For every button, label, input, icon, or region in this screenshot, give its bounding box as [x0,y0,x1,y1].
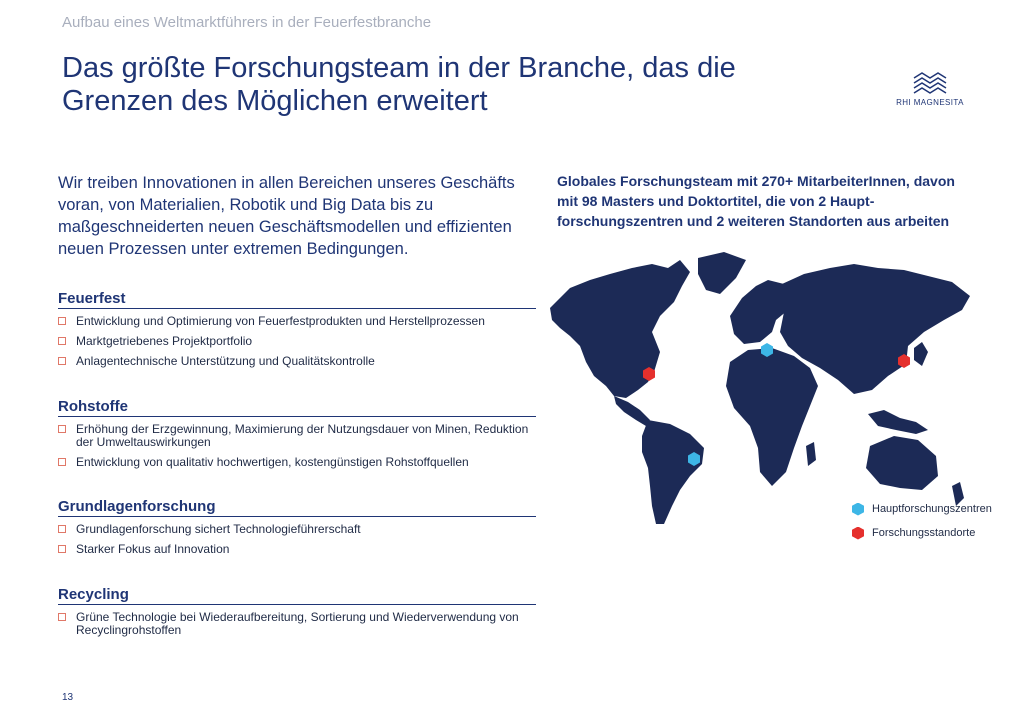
africa-shape [726,348,818,486]
logo-mark-icon [913,72,947,96]
world-map [548,250,976,528]
company-logo [890,72,970,120]
greenland-shape [698,252,746,294]
list-item [58,335,536,348]
list-item-text: Starker Fokus auf Innovation [76,542,230,556]
section-heading: Grundlagenforschung [58,498,536,517]
section-grundlagenforschung [58,498,536,563]
bullet-box-icon [58,613,66,621]
continents [550,252,970,524]
section-list [58,523,536,556]
list-item-text: Marktgetriebenes Projektportfolio [76,334,253,348]
hexagon-icon [852,503,864,516]
north-america-shape [550,260,690,398]
indonesia-shape [868,410,928,434]
section-feuerfest [58,290,536,375]
legend-label: Forschungsstandorte [872,527,976,539]
list-item-text: Anlagentechnische Unterstützung und Qualitätskontrolle [76,354,375,368]
section-list [58,611,536,637]
list-item [58,355,536,368]
legend-item [852,521,992,545]
legend-label: Hauptforschungszentren [872,503,992,515]
bullet-box-icon [58,458,66,466]
slide-kicker: Aufbau eines Weltmarktführers in der Feuerfestbranche [62,14,432,31]
list-item-text: Erhöhung der Erzgewinnung, Maximierung der Nutzungsdauer von Minen, Reduktion der Umweltauswirkungen [76,422,529,449]
page-number: 13 [62,692,74,703]
list-item-text: Grundlagenforschung sichert Technologieführerschaft [76,522,361,536]
list-item-text: Grüne Technologie bei Wiederaufbereitung, Sortierung und Wiederverwendung von Recyclingrohstoffen [76,610,519,637]
list-item [58,611,536,637]
south-america-shape [642,420,704,524]
section-heading: Rohstoffe [58,398,536,417]
list-item [58,315,536,328]
bullet-box-icon [58,337,66,345]
madagascar-shape [806,442,816,466]
bullet-box-icon [58,317,66,325]
logo-text: RHI MAGNESITA [896,98,964,107]
list-item [58,423,536,449]
japan-shape [914,342,928,366]
bullet-box-icon [58,425,66,433]
map-caption: Globales Forschungsteam mit 270+ MitarbeiterInnen, davon mit 98 Masters und Doktortitel, die von 2 Haupt-forschungszentren und 2 weiteren Standorten aus arbeiten [557,173,955,229]
intro-text: Wir treiben Innovationen in allen Bereichen unseres Geschäfts voran, von Materialien, Robotik und Big Data bis zu maßgeschneiderten neuen Geschäftsmodellen und effizienten neuen Prozessen unter extremen Bedingungen. [58,174,515,258]
map-legend [852,497,992,545]
bullet-box-icon [58,545,66,553]
section-heading: Recycling [58,586,536,605]
list-item [58,523,536,536]
section-list [58,423,536,469]
hexagon-icon [852,527,864,540]
list-item [58,456,536,469]
bullet-box-icon [58,525,66,533]
australia-shape [866,436,938,490]
list-item-text: Entwicklung und Optimierung von Feuerfestprodukten und Herstellprozessen [76,314,485,328]
section-heading: Feuerfest [58,290,536,309]
list-item-text: Entwicklung von qualitativ hochwertigen, kostengünstigen Rohstoffquellen [76,455,469,469]
slide-title: Das größte Forschungsteam in der Branche, das die Grenzen des Möglichen erweitert [62,52,736,117]
central-america-shape [614,396,650,426]
list-item [58,543,536,556]
legend-item [852,497,992,521]
section-rohstoffe [58,398,536,476]
section-list [58,315,536,368]
bullet-box-icon [58,357,66,365]
section-recycling [58,586,536,644]
